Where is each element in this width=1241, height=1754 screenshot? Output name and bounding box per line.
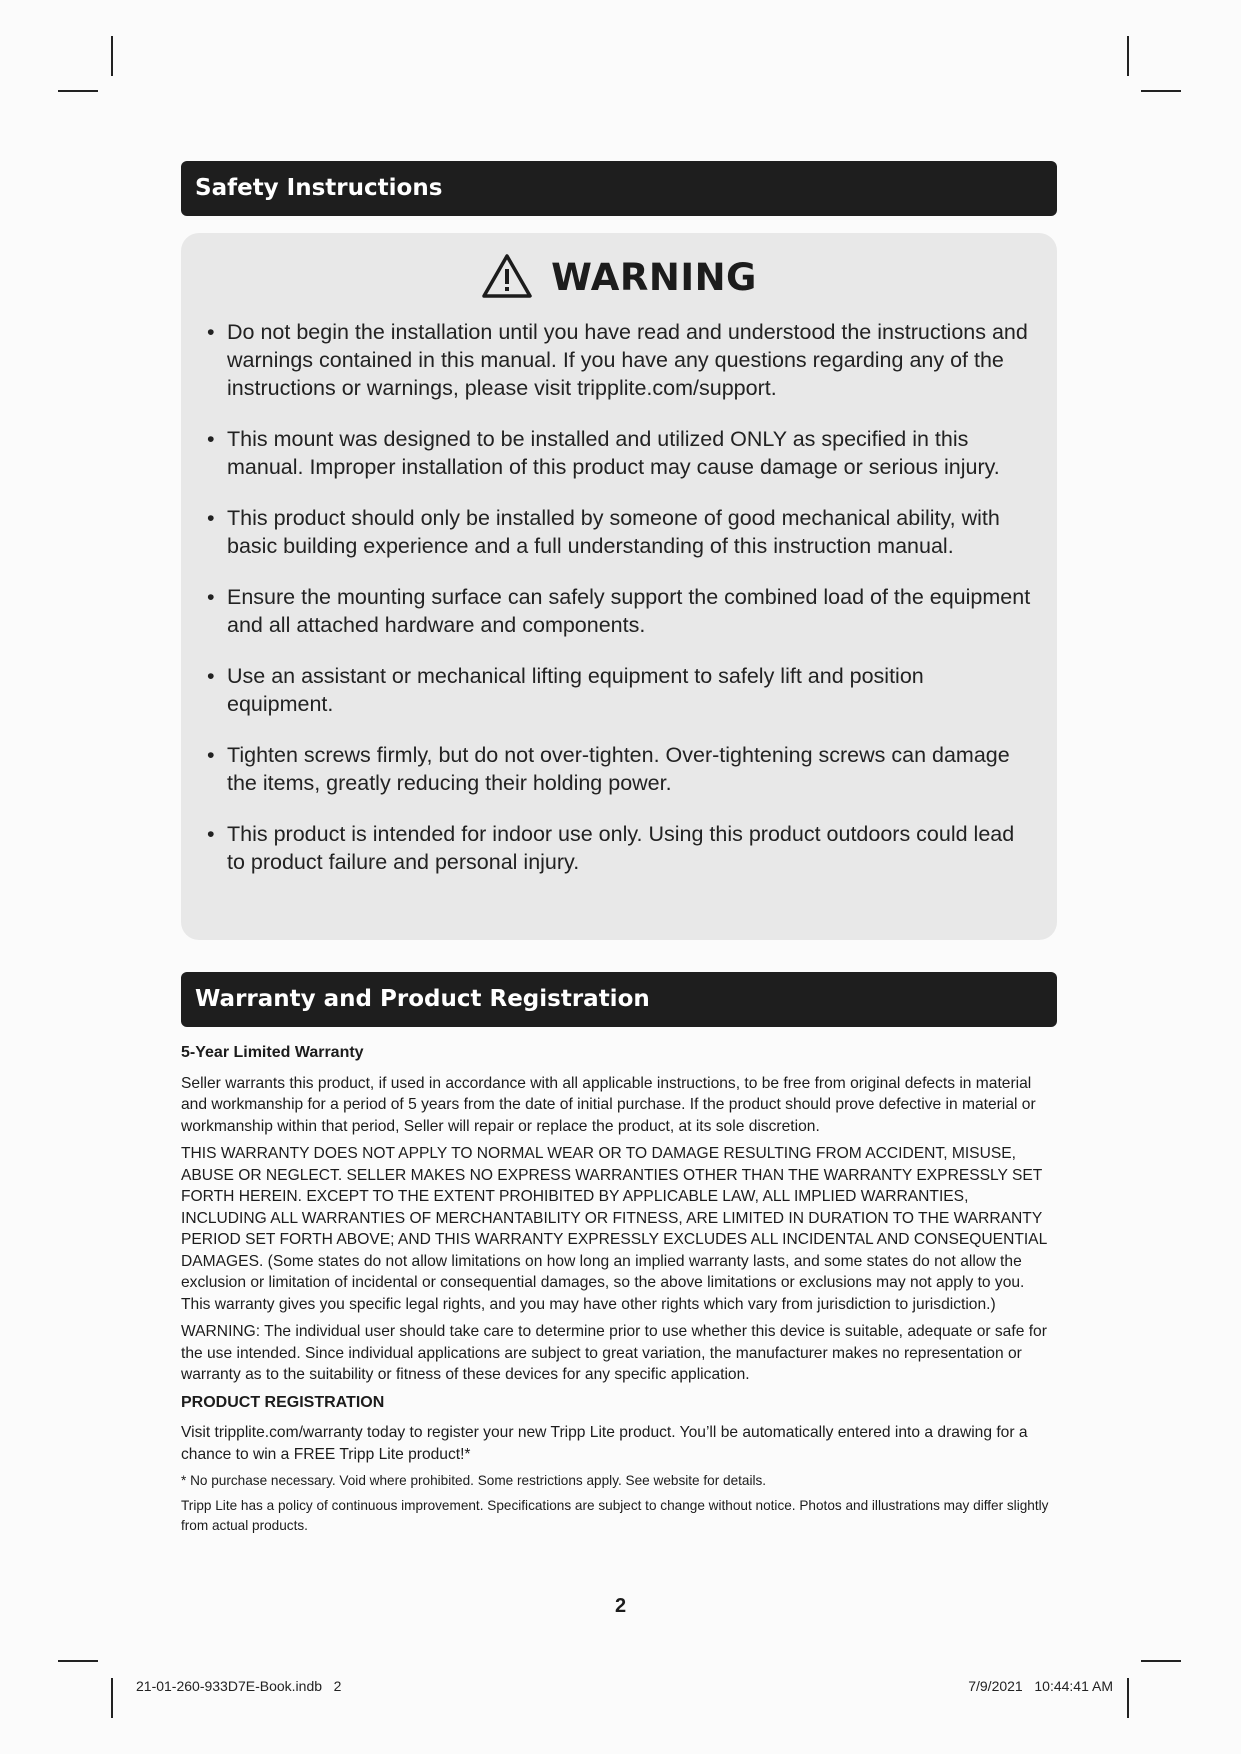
- warning-triangle-icon: [481, 253, 533, 299]
- safety-bullet: • Use an assistant or mechanical lifting equipment to safely lift and position equipment.: [207, 664, 924, 716]
- safety-bullet: • This product should only be installed by someone of good mechanical ability, with basic building experience and a full understanding of this instruction manual.: [207, 506, 1000, 558]
- crop-mark-top-left-vertical: [111, 36, 113, 76]
- crop-mark-top-right-horizontal: [1141, 90, 1181, 92]
- product-registration-title: PRODUCT REGISTRATION: [181, 1393, 385, 1411]
- warning-box: [181, 233, 1057, 940]
- warranty-header: Warranty and Product Registration: [181, 972, 1057, 1027]
- slug-timestamp: 7/9/2021 10:44:41 AM: [968, 1678, 1113, 1694]
- crop-mark-bottom-left-vertical: [111, 1678, 113, 1718]
- slug-filename: 21-01-260-933D7E-Book.indb 2: [136, 1678, 342, 1694]
- warranty-disclaimer-paragraph: THIS WARRANTY DOES NOT APPLY TO NORMAL WEAR OR TO DAMAGE RESULTING FROM ACCIDENT, MISUSE, ABUSE OR NEGLECT. SELLER MAKES NO EXPRESS WARRANTIES OTHER THAN THE WARRANTY EXPRESSLY SET FORTH HEREIN. EXCEPT TO THE EXTENT PROHIBITED BY APPLICABLE LAW, ALL IMPLIED WARRANTIES, INCLUDING ALL WARRANTIES OF MERCHANTABILITY OR FITNESS, ARE LIMITED IN DURATION TO THE WARRANTY PERIOD SET FORTH ABOVE; AND THIS WARRANTY EXPRESSLY EXCLUDES ALL INCIDENTAL AND CONSEQUENTIAL DAMAGES. (Some states do not allow limitations on how long an implied warranty lasts, and some states do not allow the exclusion or limitation of incidental or consequential damages, so the above limitations or exclusions may not apply to you. This warranty gives you specific legal rights, and you may have other rights which vary from jurisdiction to jurisdiction.): [181, 1145, 1047, 1313]
- safety-instructions-header: Safety Instructions: [181, 161, 1057, 216]
- safety-bullet-list: [205, 318, 1035, 899]
- safety-bullet: • Ensure the mounting surface can safely support the combined load of the equipment and all attached hardware and components.: [207, 585, 1031, 637]
- safety-bullet: • Do not begin the installation until you have read and understood the instructions and warnings contained in this manual. If you have any questions regarding any of the instructions or warnings, please visit tripplite.com/support.: [207, 320, 1028, 400]
- warranty-warning-paragraph: WARNING: The individual user should take care to determine prior to use whether this device is suitable, adequate or safe for the use intended. Since individual applications are subject to great variation, the manufacturer makes no representation or warranty as to the suitability or fitness of these devices for any specific application.: [181, 1323, 1047, 1383]
- warranty-paragraph: Seller warrants this product, if used in accordance with all applicable instructions, to be free from original defects in material and workmanship for a period of 5 years from the date of initial purchase. If the product should prove defective in material or workmanship within that period, Seller will repair or replace the product, at its sole discretion.: [181, 1074, 1036, 1135]
- policy-note: Tripp Lite has a policy of continuous improvement. Specifications are subject to change without notice. Photos and illustrations may differ slightly from actual products.: [181, 1498, 1049, 1533]
- warning-title-text: WARNING: [551, 256, 757, 299]
- crop-mark-bottom-right-vertical: [1127, 1678, 1129, 1718]
- warranty-section: [181, 1042, 1057, 1541]
- safety-bullet: • This mount was designed to be installed and utilized ONLY as specified in this manual. Improper installation of this product may cause damage or serious injury.: [207, 427, 1000, 479]
- crop-mark-top-left-horizontal: [58, 90, 98, 92]
- limited-warranty-title: 5-Year Limited Warranty: [181, 1044, 364, 1061]
- crop-mark-bottom-right-horizontal: [1141, 1660, 1181, 1662]
- safety-bullet: • This product is intended for indoor use only. Using this product outdoors could lead to product failure and personal injury.: [207, 822, 1015, 874]
- warning-title: [181, 253, 1057, 299]
- product-registration-text: Visit tripplite.com/warranty today to register your new Tripp Lite product. You’ll be automatically entered into a drawing for a chance to win a FREE Tripp Lite product!*: [181, 1424, 1028, 1463]
- safety-bullet: • Tighten screws firmly, but do not over-tighten. Over-tightening screws can damage the items, greatly reducing their holding power.: [207, 743, 1010, 795]
- footnote: * No purchase necessary. Void where prohibited. Some restrictions apply. See website for details.: [181, 1473, 767, 1488]
- crop-mark-top-right-vertical: [1127, 36, 1129, 76]
- crop-mark-bottom-left-horizontal: [58, 1660, 98, 1662]
- page-number: 2: [614, 1595, 627, 1617]
